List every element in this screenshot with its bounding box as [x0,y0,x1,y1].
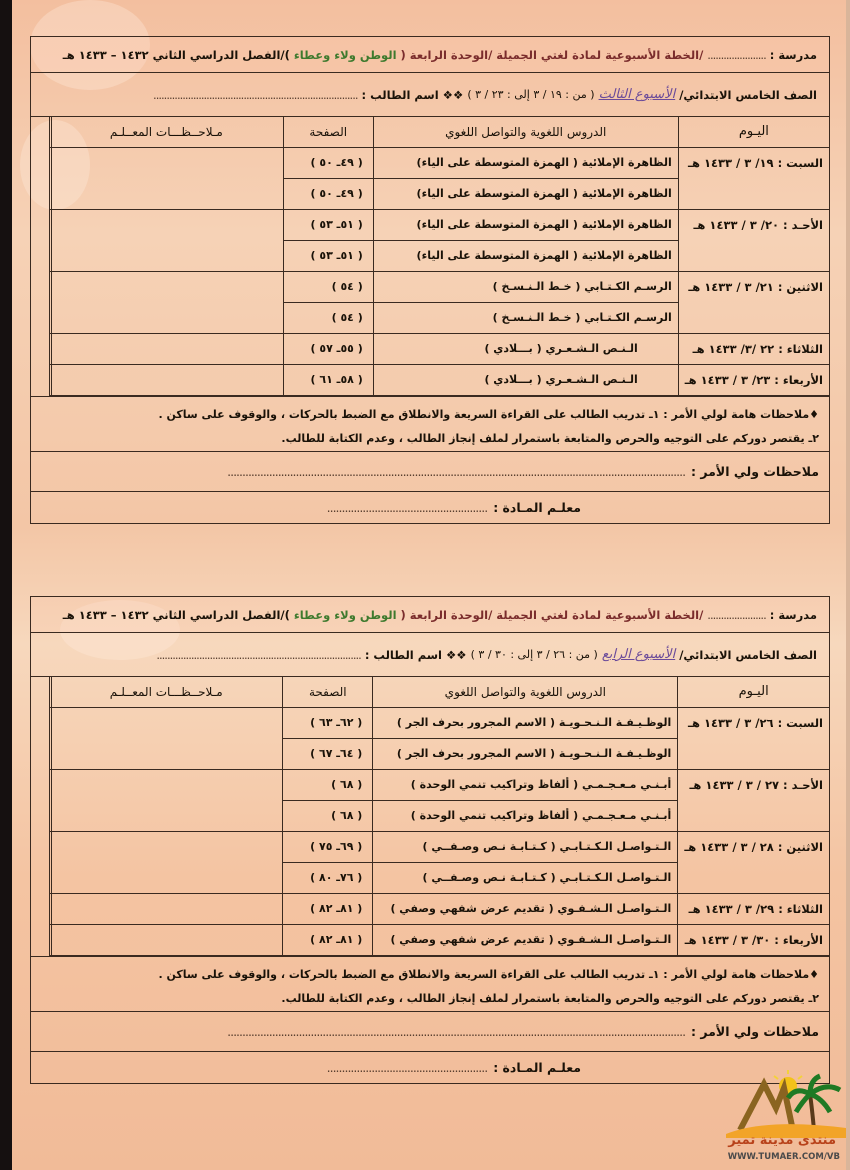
student-name-field[interactable]: ............................................................................. [156,647,361,662]
school-field[interactable]: ...................... [707,607,766,622]
class-row [30,632,830,676]
week-name: الأسبوع الرابع [601,647,676,662]
parent-notes-field[interactable]: .......................................................................................................................................................... [227,463,686,479]
parent-notes-field[interactable]: .......................................................................................................................................................... [227,1023,686,1039]
weekly-plan-week-4 [30,596,830,1084]
page-cell: ( ٥٥ـ ٥٧ ) [283,333,373,364]
subject-teacher-field[interactable]: ...................................................... [326,499,488,515]
page-cell: ( ٥١ـ ٥٣ ) [283,209,373,240]
scan-right-edge [846,0,850,1170]
class-label: الصف الخامس الابتدائي/ [679,87,817,102]
plan-header [30,36,830,72]
important-notes-label: ♦ملاحظات هامة لولي الأمر : [663,407,819,421]
table-row [50,924,830,955]
school-label: مدرسة : [769,607,817,622]
weekly-plan-week-3 [30,36,830,524]
important-notes [31,956,829,1011]
parent-notes-label: ملاحظات ولي الأمر : [691,1023,819,1039]
page-cell: ( ٨١ـ ٨٢ ) [283,924,373,955]
col-teacher-notes: مـلاحــظـــات المعــلـم [50,117,284,147]
page-cell: ( ٥١ـ ٥٣ ) [283,240,373,271]
day-cell: الثلاثاء : ٢٢ /٣/ ١٤٣٣ هـ [678,333,829,364]
lesson-cell: الـتـواصـل الـكـتـابـي ( كـتـابـة نـص وصـفــي ) [373,831,678,862]
page-cell: ( ٥٤ ) [283,271,373,302]
teacher-notes-cell[interactable] [50,831,283,893]
day-cell: الأربعاء : ٢٣/ ٣ / ١٤٣٣ هـ [678,364,829,395]
col-page: الصفحة [283,677,373,707]
school-label: مدرسة : [769,47,817,62]
parent-notes-label: ملاحظات ولي الأمر : [691,463,819,479]
plan-header [30,596,830,632]
day-cell: السبت : ٢٦/ ٣ / ١٤٣٣ هـ [678,707,829,769]
important-notes-label: ♦ملاحظات هامة لولي الأمر : [663,967,819,981]
table-row [50,893,830,924]
lesson-cell: الرسـم الكـتـابي ( خـط الـنـسـخ ) [373,271,678,302]
teacher-notes-cell[interactable] [50,364,284,395]
col-lessons: الدروس اللغوية والتواصل اللغوي [373,117,678,147]
col-page: الصفحة [283,117,373,147]
week-range: ( من : ١٩ / ٣ إلى : ٢٣ / ٣ ) [467,88,595,101]
lesson-cell: الـتـواصـل الـشـفـوي ( تقديم عرض شفهي وصفي ) [373,924,678,955]
subject-teacher-row [30,1052,830,1084]
page-cell: ( ٤٩ـ ٥٠ ) [283,178,373,209]
table-row [50,831,830,862]
school-field[interactable]: ...................... [707,47,766,62]
schedule-table [49,677,829,956]
page-cell: ( ٨١ـ ٨٢ ) [283,893,373,924]
week-range: ( من : ٢٦ / ٣ إلى : ٣٠ / ٣ ) [470,648,598,661]
note-2: ٢ـ يقتصر دوركم على التوجيه والحرص والمتابعة باستمرار لملف إنجاز الطالب ، وعدم الكتابة للطالب. [281,431,819,445]
page-cell: ( ٤٩ـ ٥٠ ) [283,147,373,178]
lesson-cell: أبـنـي مـعـجـمـي ( ألفاظ وتراكيب تنمي الوحدة ) [373,800,678,831]
week-name: الأسبوع الثالث [598,87,676,102]
lesson-cell: الظاهرة الإملائية ( الهمزة المتوسطة على الياء) [373,209,678,240]
subject-teacher-field[interactable]: ...................................................... [326,1059,488,1075]
day-cell: الثلاثاء : ٢٩/ ٣ / ١٤٣٣ هـ [678,893,829,924]
forum-logo [726,1068,846,1164]
student-label: ❖❖ اسم الطالب : [361,87,464,102]
day-cell: الأحـد : ٢٠/ ٣ / ١٤٣٣ هـ [678,209,829,271]
lesson-cell: الـنـص الـشـعـري ( بـــلادي ) [373,364,678,395]
col-lessons: الدروس اللغوية والتواصل اللغوي [373,677,678,707]
palm-mountain-icon [726,1068,846,1138]
table-row [50,707,830,738]
note-1: ١ـ تدريب الطالب على القراءة السريعة والانطلاق مع الضبط بالحركات ، والوقوف على ساكن . [158,407,660,421]
table-header-row [50,677,830,707]
teacher-notes-cell[interactable] [50,769,283,831]
plan-title: /الخطة الأسبوعية لمادة لغتي الجميلة /الوحدة الرابعة ( [400,47,704,62]
logo-url: WWW.TUMAER.COM/VB [727,1152,840,1162]
logo-arabic-text: منتدى مدينة تمير [728,1133,836,1148]
schedule-box [30,676,830,1052]
day-cell: الاثنين : ٢١/ ٣ / ١٤٣٣ هـ [678,271,829,333]
table-row [50,209,830,240]
table-row [50,271,830,302]
lesson-cell: الظاهرة الإملائية ( الهمزة المتوسطة على الياء) [373,240,678,271]
day-cell: الأربعاء : ٣٠/ ٣ / ١٤٣٣ هـ [678,924,829,955]
lesson-cell: الوظـيـفـة الـنـحـويـة ( الاسم المجرور بحرف الجر ) [373,738,678,769]
lesson-cell: أبـنـي مـعـجـمـي ( ألفاظ وتراكيب تنمي الوحدة ) [373,769,678,800]
teacher-notes-cell[interactable] [50,924,283,955]
lesson-cell: الظاهرة الإملائية ( الهمزة المتوسطة على الياء) [373,178,678,209]
class-label: الصف الخامس الابتدائي/ [679,647,817,662]
parent-notes-row [31,1011,829,1051]
important-notes [31,396,829,451]
page-cell: ( ٥٨ـ ٦١ ) [283,364,373,395]
note-2: ٢ـ يقتصر دوركم على التوجيه والحرص والمتابعة باستمرار لملف إنجاز الطالب ، وعدم الكتابة للطالب. [281,991,819,1005]
table-header-row [50,117,830,147]
schedule-box [30,116,830,492]
student-name-field[interactable]: ............................................................................. [153,87,358,102]
schedule-table [49,117,829,396]
semester: )/الفصل الدراسي الثاني ١٤٣٢ – ١٤٣٣ هـ [62,47,290,62]
table-row [50,769,830,800]
col-teacher-notes: مـلاحــظـــات المعــلـم [50,677,283,707]
table-row [50,147,830,178]
page-cell: ( ٦٩ـ ٧٥ ) [283,831,373,862]
day-cell: الأحـد : ٢٧ / ٣ / ١٤٣٣ هـ [678,769,829,831]
page-cell: ( ٦٨ ) [283,769,373,800]
unit-name: الوطن ولاء وعطاء [293,607,397,622]
lesson-cell: الوظـيـفـة الـنـحـويـة ( الاسم المجرور بحرف الجر ) [373,707,678,738]
page-cell: ( ٦٤ـ ٦٧ ) [283,738,373,769]
page-cell: ( ٦٢ـ ٦٣ ) [283,707,373,738]
subject-teacher-label: معلـم المـادة : [493,1059,581,1075]
teacher-notes-cell[interactable] [50,209,284,271]
teacher-notes-cell[interactable] [50,147,284,209]
day-cell: السبت : ١٩/ ٣ / ١٤٣٣ هـ [678,147,829,209]
table-row [50,333,830,364]
unit-name: الوطن ولاء وعطاء [293,47,397,62]
student-label: ❖❖ اسم الطالب : [364,647,467,662]
col-day: اليـوم [678,117,829,147]
teacher-notes-cell[interactable] [50,707,283,769]
semester: )/الفصل الدراسي الثاني ١٤٣٢ – ١٤٣٣ هـ [62,607,290,622]
subject-teacher-label: معلـم المـادة : [493,499,581,515]
plan-title: /الخطة الأسبوعية لمادة لغتي الجميلة /الوحدة الرابعة ( [400,607,704,622]
teacher-notes-cell[interactable] [50,893,283,924]
day-cell: الاثنين : ٢٨ / ٣ / ١٤٣٣ هـ [678,831,829,893]
col-day: اليـوم [678,677,829,707]
teacher-notes-cell[interactable] [50,333,284,364]
class-row [30,72,830,116]
lesson-cell: الظاهرة الإملائية ( الهمزة المتوسطة على الياء) [373,147,678,178]
subject-teacher-row [30,492,830,524]
scan-left-edge [0,0,12,1170]
teacher-notes-cell[interactable] [50,271,284,333]
parent-notes-row [31,451,829,491]
table-row [50,364,830,395]
lesson-cell: الـتـواصـل الـشـفـوي ( تقديم عرض شفهي وصفي ) [373,893,678,924]
page-cell: ( ٥٤ ) [283,302,373,333]
lesson-cell: الرسـم الكـتـابي ( خـط الـنـسـخ ) [373,302,678,333]
page-cell: ( ٦٨ ) [283,800,373,831]
lesson-cell: الـتـواصـل الـكـتـابـي ( كـتـابـة نـص وصـفــي ) [373,862,678,893]
note-1: ١ـ تدريب الطالب على القراءة السريعة والانطلاق مع الضبط بالحركات ، والوقوف على ساكن . [158,967,660,981]
page-cell: ( ٧٦ـ ٨٠ ) [283,862,373,893]
lesson-cell: الـنـص الـشـعـري ( بـــلادي ) [373,333,678,364]
